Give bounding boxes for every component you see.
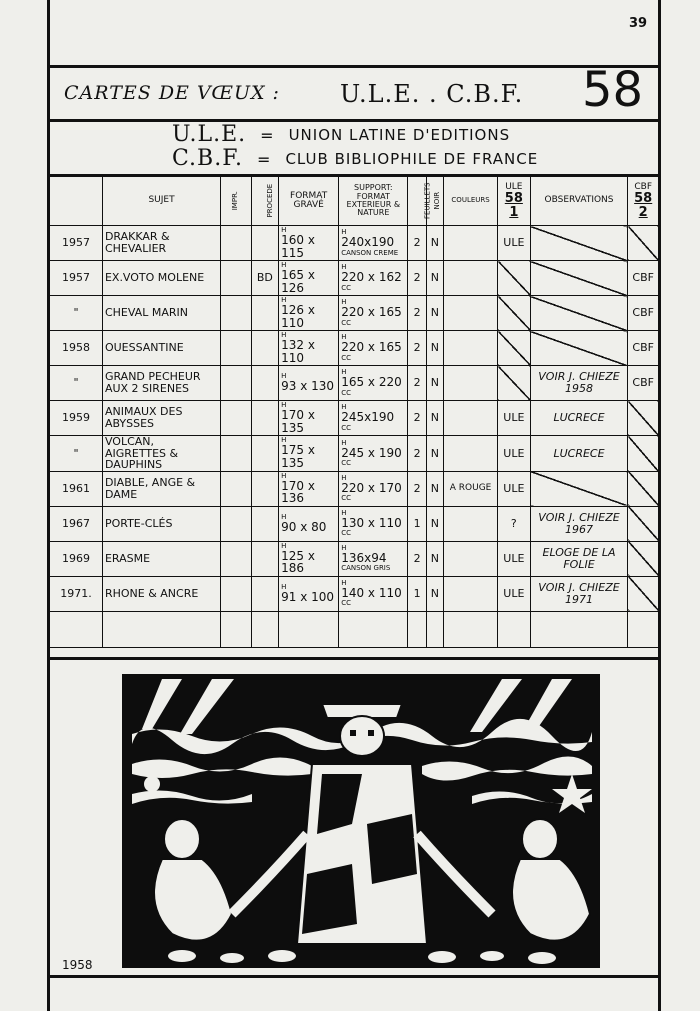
cell-year: 1957 <box>50 226 103 261</box>
cell-procede <box>251 576 278 611</box>
cell-subject: GRAND PECHEUR AUX 2 SIRENES <box>102 366 220 401</box>
cell-subject: VOLCAN, AIGRETTES & DAUPHINS <box>102 436 220 472</box>
cell-format-grave: H 132 x 110 <box>279 331 339 366</box>
cell-support: H 136x94 CANSON GRIS <box>339 541 408 576</box>
page-number: 39 <box>629 16 648 31</box>
cell-year: 1971. <box>50 576 103 611</box>
cell-impr <box>221 226 252 261</box>
cell-impr <box>221 261 252 296</box>
cell-cbf-58 <box>628 471 659 506</box>
cell-ule-58: ULE <box>498 471 531 506</box>
table-row <box>50 226 659 261</box>
cell-impr <box>221 366 252 401</box>
cell-noir: N <box>426 401 443 436</box>
table-row <box>50 366 659 401</box>
table-row <box>50 471 659 506</box>
header-row <box>50 177 659 226</box>
cell-year: 1967 <box>50 506 103 541</box>
abbr-equals: = <box>257 150 272 169</box>
cell-support: H 245x190 CC <box>339 401 408 436</box>
table-row <box>50 296 659 331</box>
cell-couleurs <box>444 506 498 541</box>
cell-noir: N <box>426 576 443 611</box>
cell-support: H 220 x 165 CC <box>339 331 408 366</box>
cell-year: 1957 <box>50 261 103 296</box>
col-impr: IMPR. <box>221 177 252 226</box>
cell-support: H 245 x 190 CC <box>339 436 408 472</box>
abbr-cbf <box>172 146 538 171</box>
cell-impr <box>221 401 252 436</box>
cell-impr <box>221 436 252 472</box>
cell-observations <box>530 471 628 506</box>
cell-couleurs <box>444 296 498 331</box>
cell-year: 1959 <box>50 401 103 436</box>
cell-noir: N <box>426 436 443 472</box>
cell-feuillets: 1 <box>408 576 426 611</box>
cell-procede <box>251 366 278 401</box>
col-format-grave: FORMAT GRAVÉ <box>279 177 339 226</box>
title-ule-cbf: U.L.E. . C.B.F. <box>340 80 524 108</box>
cell-couleurs <box>444 226 498 261</box>
cell-support: H 220 x 165 CC <box>339 296 408 331</box>
col-ule-58-1: ULE 58 1 <box>498 177 531 226</box>
cell-format-grave: H 165 x 126 <box>279 261 339 296</box>
cell-year: 1958 <box>50 331 103 366</box>
cell-observations <box>530 226 628 261</box>
cell-feuillets: 2 <box>408 261 426 296</box>
cell-format-grave: H 170 x 136 <box>279 471 339 506</box>
col-year <box>50 177 103 226</box>
cell-cbf-58 <box>628 576 659 611</box>
cell-feuillets: 2 <box>408 331 426 366</box>
col-subject: SUJET <box>102 177 220 226</box>
abbr-code: U.L.E. <box>172 122 247 147</box>
cell-support: H 220 x 162 CC <box>339 261 408 296</box>
cell-noir: N <box>426 471 443 506</box>
cell-subject: ERASME <box>102 541 220 576</box>
cell-format-grave: H 91 x 100 <box>279 576 339 611</box>
col-noir: NOIR <box>426 177 443 226</box>
cell-subject: PORTE-CLÉS <box>102 506 220 541</box>
cell-observations <box>530 331 628 366</box>
cell-observations: LUCRECE <box>530 436 628 472</box>
cell-year: 1969 <box>50 541 103 576</box>
cell-year: " <box>50 436 103 472</box>
cell-feuillets: 2 <box>408 471 426 506</box>
cell-cbf-58 <box>628 436 659 472</box>
cell-noir: N <box>426 541 443 576</box>
header-rule-top <box>47 65 661 68</box>
cell-noir: N <box>426 506 443 541</box>
cell-cbf-58: CBF <box>628 366 659 401</box>
cell-noir: N <box>426 261 443 296</box>
col-couleurs: COULEURS <box>444 177 498 226</box>
cell-noir: N <box>426 226 443 261</box>
cell-ule-58 <box>498 296 531 331</box>
cell-ule-58: ? <box>498 506 531 541</box>
cell-procede <box>251 331 278 366</box>
cell-procede <box>251 401 278 436</box>
col-feuillets: FEUILLETS <box>408 177 426 226</box>
cell-subject: ANIMAUX DES ABYSSES <box>102 401 220 436</box>
table-row <box>50 541 659 576</box>
cell-observations <box>530 296 628 331</box>
cell-couleurs <box>444 576 498 611</box>
cell-format-grave: H 93 x 130 <box>279 366 339 401</box>
table-row <box>50 331 659 366</box>
abbr-code: C.B.F. <box>172 146 244 171</box>
cell-feuillets: 1 <box>408 506 426 541</box>
title-cartes-de-voeux: CARTES DE VŒUX : <box>64 82 280 104</box>
cell-cbf-58 <box>628 226 659 261</box>
cell-year: 1961 <box>50 471 103 506</box>
cell-support: H 240x190 CANSON CREME <box>339 226 408 261</box>
cell-cbf-58 <box>628 401 659 436</box>
cell-noir: N <box>426 296 443 331</box>
col-support: SUPPORT: FORMAT EXTERIEUR & NATURE <box>339 177 408 226</box>
table-row <box>50 576 659 611</box>
cell-procede <box>251 541 278 576</box>
cell-couleurs <box>444 261 498 296</box>
woodcut-illustration-fisherman-with-sirens <box>122 674 600 968</box>
cell-couleurs <box>444 366 498 401</box>
cell-subject: DIABLE, ANGE & DAME <box>102 471 220 506</box>
cell-format-grave: H 125 x 186 <box>279 541 339 576</box>
cell-observations: LUCRECE <box>530 401 628 436</box>
cell-support: H 140 x 110 CC <box>339 576 408 611</box>
cell-cbf-58: CBF <box>628 331 659 366</box>
cell-ule-58: ULE <box>498 541 531 576</box>
cell-format-grave: H 126 x 110 <box>279 296 339 331</box>
cell-ule-58: ULE <box>498 401 531 436</box>
cell-subject: CHEVAL MARIN <box>102 296 220 331</box>
cell-ule-58 <box>498 261 531 296</box>
cell-procede <box>251 471 278 506</box>
cell-feuillets: 2 <box>408 226 426 261</box>
cell-procede <box>251 506 278 541</box>
cell-feuillets: 2 <box>408 541 426 576</box>
cell-ule-58 <box>498 366 531 401</box>
cell-procede <box>251 296 278 331</box>
cell-cbf-58: CBF <box>628 261 659 296</box>
table-row <box>50 261 659 296</box>
table-rule-bottom <box>47 657 661 660</box>
col-procede: PROCEDE <box>251 177 278 226</box>
abbr-full: UNION LATINE D'EDITIONS <box>288 126 511 144</box>
cell-support: H 220 x 170 CC <box>339 471 408 506</box>
cell-procede <box>251 436 278 472</box>
abbr-ule <box>172 122 510 147</box>
cell-feuillets: 2 <box>408 296 426 331</box>
cell-observations: VOIR J. CHIEZE 1958 <box>530 366 628 401</box>
cell-impr <box>221 296 252 331</box>
cell-couleurs <box>444 331 498 366</box>
cell-format-grave: H 170 x 135 <box>279 401 339 436</box>
illustration-year: 1958 <box>62 958 93 972</box>
cell-year: " <box>50 296 103 331</box>
col-observations: OBSERVATIONS <box>530 177 628 226</box>
cell-couleurs <box>444 401 498 436</box>
cell-subject: EX.VOTO MOLENE <box>102 261 220 296</box>
cell-impr <box>221 541 252 576</box>
cell-feuillets: 2 <box>408 436 426 472</box>
cell-feuillets: 2 <box>408 366 426 401</box>
cell-feuillets: 2 <box>408 401 426 436</box>
table-row <box>50 506 659 541</box>
cell-impr <box>221 471 252 506</box>
cell-couleurs <box>444 541 498 576</box>
table-row <box>50 436 659 472</box>
cell-format-grave: H 175 x 135 <box>279 436 339 472</box>
cell-couleurs <box>444 436 498 472</box>
cell-noir: N <box>426 331 443 366</box>
cell-procede <box>251 226 278 261</box>
cell-ule-58: ULE <box>498 226 531 261</box>
cell-format-grave: H 90 x 80 <box>279 506 339 541</box>
cell-cbf-58 <box>628 541 659 576</box>
cell-support: H 165 x 220 CC <box>339 366 408 401</box>
cell-support: H 130 x 110 CC <box>339 506 408 541</box>
cell-ule-58 <box>498 331 531 366</box>
table-row <box>50 401 659 436</box>
cell-format-grave: H 160 x 115 <box>279 226 339 261</box>
cell-observations: VOIR J. CHIEZE 1967 <box>530 506 628 541</box>
abbr-equals: = <box>260 126 275 145</box>
cell-impr <box>221 506 252 541</box>
cell-impr <box>221 576 252 611</box>
cell-observations <box>530 261 628 296</box>
cell-ule-58: ULE <box>498 576 531 611</box>
illus-rule-bottom <box>47 975 661 978</box>
abbr-full: CLUB BIBLIOPHILE DE FRANCE <box>285 150 539 168</box>
col-cbf-58-2: CBF 58 2 <box>628 177 659 226</box>
cell-subject: DRAKKAR & CHEVALIER <box>102 226 220 261</box>
cell-subject: RHONE & ANCRE <box>102 576 220 611</box>
cell-subject: OUESSANTINE <box>102 331 220 366</box>
cell-observations: ELOGE DE LA FOLIE <box>530 541 628 576</box>
cell-ule-58: ULE <box>498 436 531 472</box>
empty-row <box>50 611 659 647</box>
cell-noir: N <box>426 366 443 401</box>
cell-observations: VOIR J. CHIEZE 1971 <box>530 576 628 611</box>
cell-couleurs: A ROUGE <box>444 471 498 506</box>
cell-cbf-58: CBF <box>628 296 659 331</box>
catalogue-number: 58 <box>582 62 644 118</box>
cell-procede: BD <box>251 261 278 296</box>
cell-cbf-58 <box>628 506 659 541</box>
cell-year: " <box>50 366 103 401</box>
register-table <box>49 176 659 648</box>
cell-impr <box>221 331 252 366</box>
